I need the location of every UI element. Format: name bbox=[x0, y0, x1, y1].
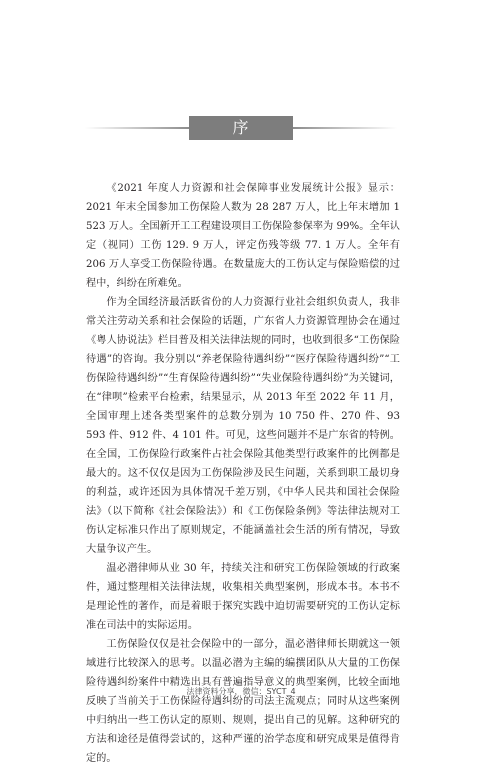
paragraph-2: 作为全国经济最活跃省份的人力资源行业社会组织负责人，我非常关注劳动关系和社会保险的话题，广东省人力资源管理协会在通过《粤人协说法》栏目普及相关法律法规的同时，也收到很多“工伤保险待遇”的咨询。我分别以“养老保险待遇纠纷”“医疗保险待遇纠纷”“工伤保险待遇纠纷”“生育保险待遇纠纷”“失业保险待遇纠纷”为关键词，在“律呗”检索平台检索，结果显示，从 2013 年至 2022 年 11 月，全国审理上述各类型案件的总数分别为 10 750 件、270 件、93 593 件、912 件、4 101 件。可见，这些问题并不是广东省的特例。在全国，工伤保险行政案件占社会保险其他类型行政案件的比例都是最大的。这不仅仅是因为工伤保险涉及民生问题，关系到职工最切身的利益，或许还因为具体情况千差万别，《中华人民共和国社会保险法》（以下简称《社会保险法》）和《工伤保险条例》等法律法规对工伤认定标准只作出了原则规定，不能涵盖社会生活的所有情况，导致大量争议产生。 bbox=[86, 297, 400, 555]
paragraph-4: 工伤保险仅仅是社会保险中的一部分，温必潜律师长期就这一领域进行比较深入的思考。以温必潜为主编的编撰团队从大量的工伤保险待遇纠纷案件中精选出具有普遍指导意义的典型案例，比较全面地反映了当前关于工伤保险待遇纠纷的司法主流观点；同时从这些案例中归纳出一些工伤认定的原则、规则，提出自己的见解。这种研究的方法和途径是值得尝试的，这种严谨的治学态度和研究成果是值得肯定的。 bbox=[86, 639, 400, 764]
paragraph-3: 温必潜律师从业 30 年，持续关注和研究工伤保险领域的行政案件，通过整理相关法律法规，收集相关典型案例，形成本书。本书不是理论性的著作，而是着眼于探究实践中迫切需要研究的工伤认定标准在司法中的实际运用。 bbox=[86, 563, 400, 631]
title-box bbox=[189, 116, 293, 140]
title-band bbox=[85, 116, 397, 140]
title-divider-right bbox=[293, 127, 397, 129]
paragraph-1: 《2021 年度人力资源和社会保障事业发展统计公报》显示：2021 年末全国参加工伤保险人数为 28 287 万人，比上年末增加 1 523 万人。全国新开工工程建设项目工伤保险参保率为 99%。全年认定（视同）工伤 129. 9 万人，评定伤残等级 77. 1 万人。全年有 206 万人享受工伤保险待遇。在数量庞大的工伤认定与保险赔偿的过程中，纠纷在所难免。 bbox=[86, 183, 400, 289]
page-title: 序 bbox=[232, 118, 250, 137]
preface-body bbox=[86, 179, 400, 768]
footer-note: 法律资料分享，微信：SYCT_4 bbox=[186, 687, 296, 696]
title-divider-left bbox=[85, 127, 189, 129]
